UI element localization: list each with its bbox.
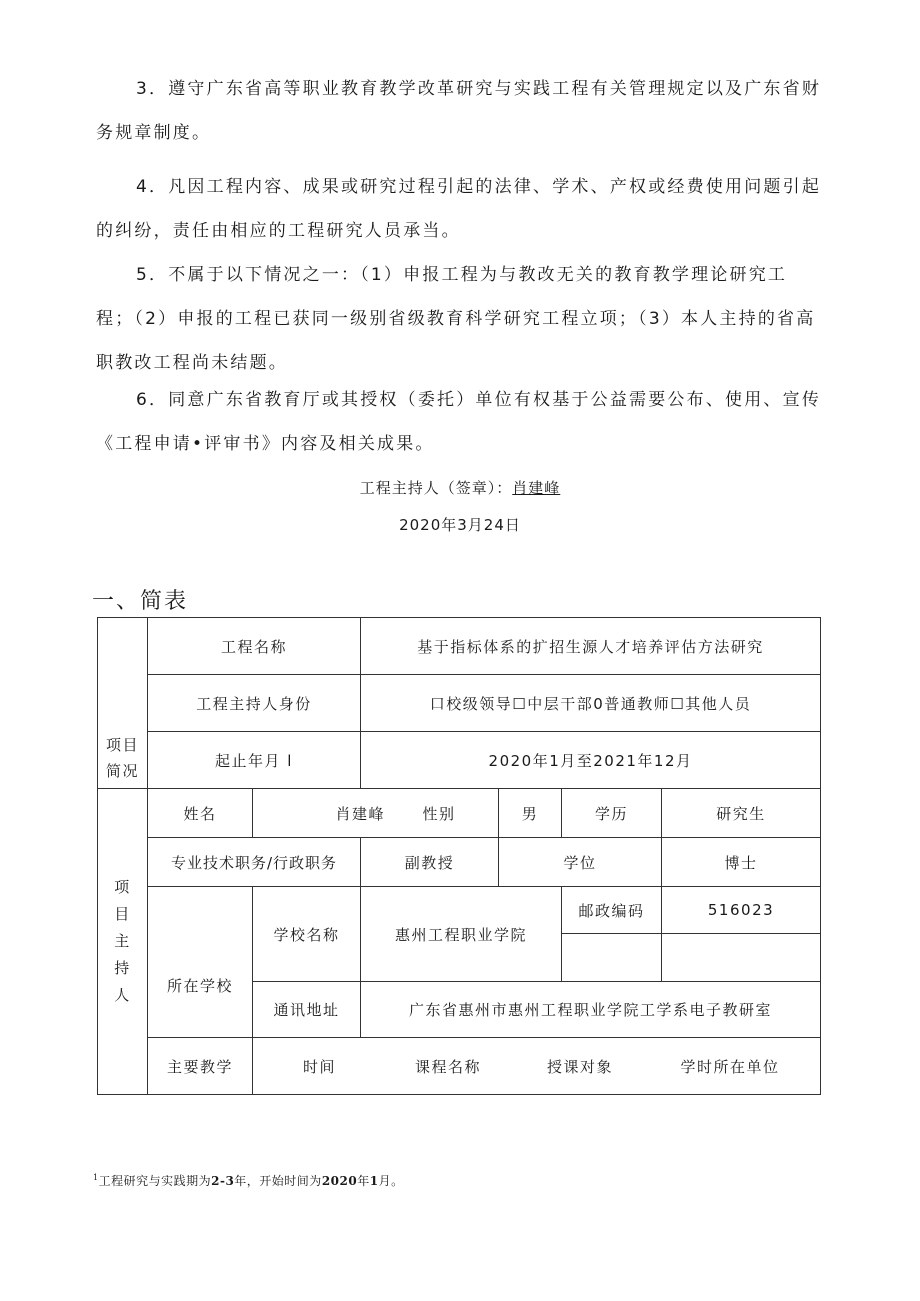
footnote-start-year: 2020: [321, 1174, 358, 1188]
school-label: 所在学校: [148, 887, 253, 1038]
host-label-char: 主: [114, 932, 131, 950]
signature-line: [0, 477, 920, 498]
footnote: [93, 1172, 404, 1189]
address-value: 广东省惠州市惠州工程职业学院工学系电子教研室: [361, 982, 821, 1038]
gender-value: 男: [499, 789, 562, 838]
school-name-label: 学校名称: [253, 887, 361, 982]
signature-date: 2020年3月24日: [399, 516, 521, 534]
signature-name: 肖建峰: [512, 479, 561, 497]
host-identity-value: 口校级领导☐中层干部0普通教师☐其他人员: [361, 675, 821, 732]
section-heading: 一、简表: [92, 589, 189, 614]
footnote-years: 2-3: [211, 1174, 235, 1188]
period-value: 2020年1月至2021年12月: [361, 732, 821, 789]
host-identity-label: 工程主持人身份: [148, 675, 361, 732]
education-value: 研究生: [662, 789, 821, 838]
project-overview-label: 项目简况: [98, 618, 148, 789]
table-row: [98, 838, 821, 887]
address-label: 通讯地址: [253, 982, 361, 1038]
time-label: 时间: [302, 1057, 336, 1076]
school-name-value: 惠州工程职业学院: [361, 887, 562, 982]
footnote-mark: 1: [93, 1173, 99, 1182]
empty-cell: [562, 934, 662, 982]
footnote-text: 工程研究与实践期为: [98, 1174, 212, 1188]
paragraph-4: 4．凡因工程内容、成果或研究过程引起的法律、学术、产权或经费使用问题引起的纠纷，责任由相应的工程研究人员承当。: [96, 177, 822, 241]
name-gender-cell: [253, 789, 499, 838]
name-label: 姓名: [148, 789, 253, 838]
host-section-label: [98, 789, 148, 1095]
teaching-header-cell: [253, 1038, 821, 1095]
table-row: [98, 618, 821, 675]
education-label: 学历: [562, 789, 662, 838]
paragraph-3: 3．遵守广东省高等职业教育教学改革研究与实践工程有关管理规定以及广东省财务规章制度。: [96, 79, 822, 143]
host-label-char: 人: [114, 986, 131, 1004]
project-name-value: 基于指标体系的扩招生源人才培养评估方法研究: [361, 618, 821, 675]
footnote-text: 年: [357, 1174, 370, 1188]
host-label-char: 目: [114, 905, 131, 923]
course-label: 课程名称: [414, 1057, 481, 1076]
host-label-char: 持: [114, 959, 131, 977]
paragraph-6: 6．同意广东省教育厅或其授权（委托）单位有权基于公益需要公布、使用、宣传《工程申请•评审书》内容及相关成果。: [96, 390, 822, 454]
degree-label: 学位: [499, 838, 662, 887]
table-row: [98, 789, 821, 838]
teaching-label: 主要教学: [148, 1038, 253, 1095]
footnote-start-month: 1: [369, 1174, 379, 1188]
host-label-char: 项: [114, 878, 131, 896]
degree-value: 博士: [662, 838, 821, 887]
project-name-label: 工程名称: [148, 618, 361, 675]
audience-label: 授课对象: [546, 1057, 613, 1076]
postcode-value: 516023: [662, 887, 821, 934]
postcode-label: 邮政编码: [562, 887, 662, 934]
period-label: 起止年月 l: [148, 732, 361, 789]
footnote-text: 年，开始时间为: [234, 1174, 322, 1188]
empty-cell: [662, 934, 821, 982]
gender-label: 性别: [422, 804, 456, 823]
table-row: [98, 732, 821, 789]
table-row: [98, 675, 821, 732]
signature-label: 工程主持人（签章）：: [359, 479, 513, 497]
brief-table: [97, 617, 821, 1095]
title-label: 专业技术职务/行政职务: [148, 838, 361, 887]
name-value: 肖建峰: [335, 804, 385, 823]
footnote-text: 月。: [378, 1174, 404, 1188]
table-row: [98, 887, 821, 934]
table-row: [98, 1038, 821, 1095]
paragraph-5: 5．不属于以下情况之一：（1）申报工程为与教改无关的教育教学理论研究工程；（2）申报的工程已获同一级别省级教育科学研究工程立项；（3）本人主持的省高职教改工程尚未结题。: [96, 265, 816, 373]
hours-unit-label: 学时所在单位: [680, 1057, 780, 1076]
title-value: 副教授: [361, 838, 499, 887]
